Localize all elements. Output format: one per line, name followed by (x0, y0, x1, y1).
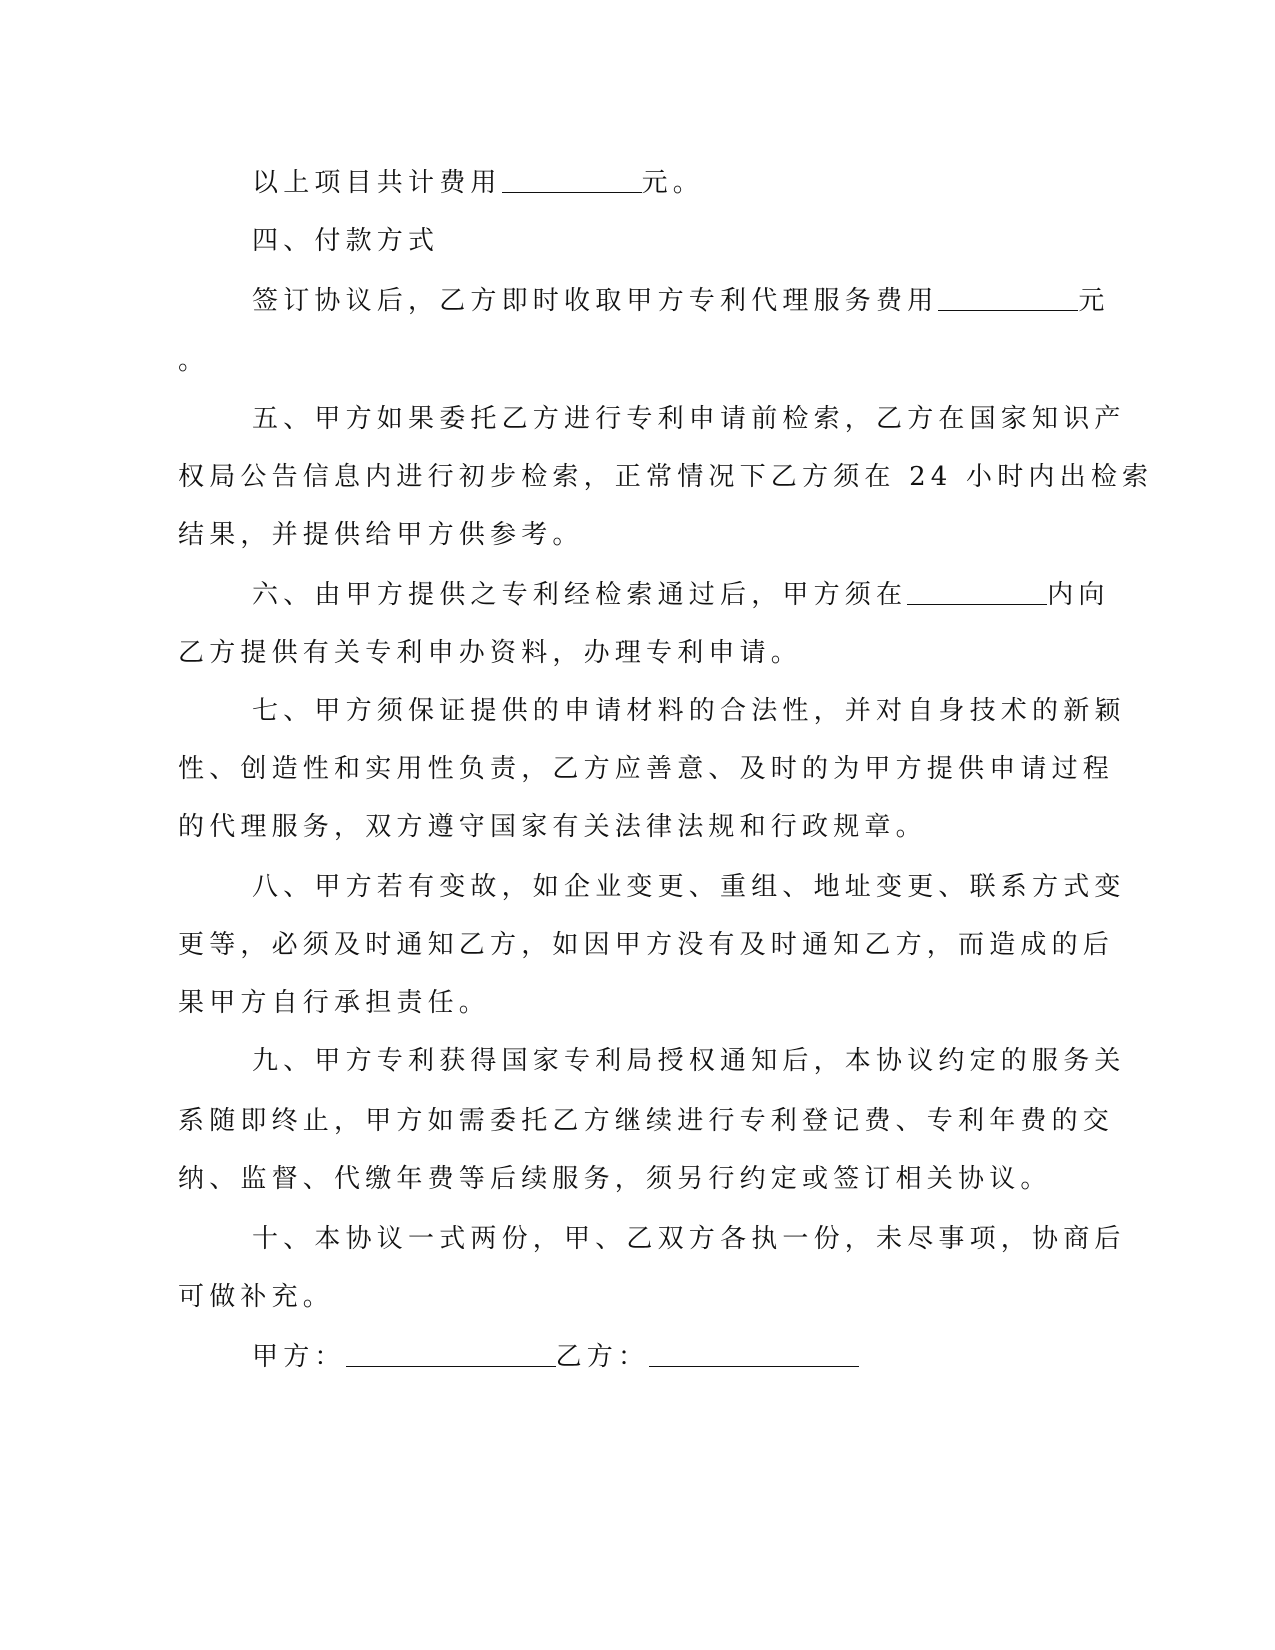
line-text: 内向 (1047, 580, 1110, 610)
line-period: 。 (178, 346, 210, 376)
fill-in-blank (907, 578, 1047, 605)
party-b-label: 乙方： (555, 1342, 650, 1372)
clause-10-line-1: 十、本协议一式两份，甲、乙双方各执一份，未尽事项，协商后 (252, 1224, 1126, 1254)
fill-in-blank (938, 284, 1078, 311)
clause-7-line-2: 性、创造性和实用性负责，乙方应善意、及时的为甲方提供申请过程 (178, 754, 1115, 784)
clause-6-line-1 (252, 578, 1110, 612)
clause-9-line-2: 系随即终止，甲方如需委托乙方继续进行专利登记费、专利年费的交 (178, 1106, 1115, 1136)
line-text: 元 (1078, 286, 1110, 316)
clause-5-line-3: 结果，并提供给甲方供参考。 (178, 520, 584, 550)
signature-line (252, 1340, 859, 1374)
section-heading-payment: 四、付款方式 (252, 226, 440, 256)
clause-5-line-1: 五、甲方如果委托乙方进行专利申请前检索，乙方在国家知识产 (252, 404, 1126, 434)
clause-9-line-3: 纳、监督、代缴年费等后续服务，须另行约定或签订相关协议。 (178, 1164, 1052, 1194)
line-text: 六、由甲方提供之专利经检索通过后，甲方须在 (252, 580, 908, 610)
line-total-fee (252, 166, 704, 200)
party-b-signature-blank (649, 1340, 859, 1367)
clause-5-line-2: 权局公告信息内进行初步检索，正常情况下乙方须在 24 小时内出检索 (178, 462, 1154, 492)
fill-in-blank (502, 166, 642, 193)
line-text: 签订协议后，乙方即时收取甲方专利代理服务费用 (252, 286, 939, 316)
clause-9-line-1: 九、甲方专利获得国家专利局授权通知后，本协议约定的服务关 (252, 1046, 1126, 1076)
line-text: 以上项目共计费用 (252, 168, 502, 198)
clause-8-line-1: 八、甲方若有变故，如企业变更、重组、地址变更、联系方式变 (252, 872, 1126, 902)
clause-7-line-1: 七、甲方须保证提供的申请材料的合法性，并对自身技术的新颖 (252, 696, 1126, 726)
party-a-label: 甲方： (252, 1342, 346, 1372)
line-payment-fee (252, 284, 1110, 318)
party-a-signature-blank (346, 1340, 556, 1367)
clause-7-line-3: 的代理服务，双方遵守国家有关法律法规和行政规章。 (178, 812, 927, 842)
line-text: 元。 (641, 168, 705, 198)
clause-8-line-3: 果甲方自行承担责任。 (178, 988, 491, 1018)
clause-6-line-2: 乙方提供有关专利申办资料，办理专利申请。 (178, 638, 803, 668)
clause-8-line-2: 更等，必须及时通知乙方，如因甲方没有及时通知乙方，而造成的后 (178, 930, 1115, 960)
clause-10-line-2: 可做补充。 (178, 1282, 335, 1312)
